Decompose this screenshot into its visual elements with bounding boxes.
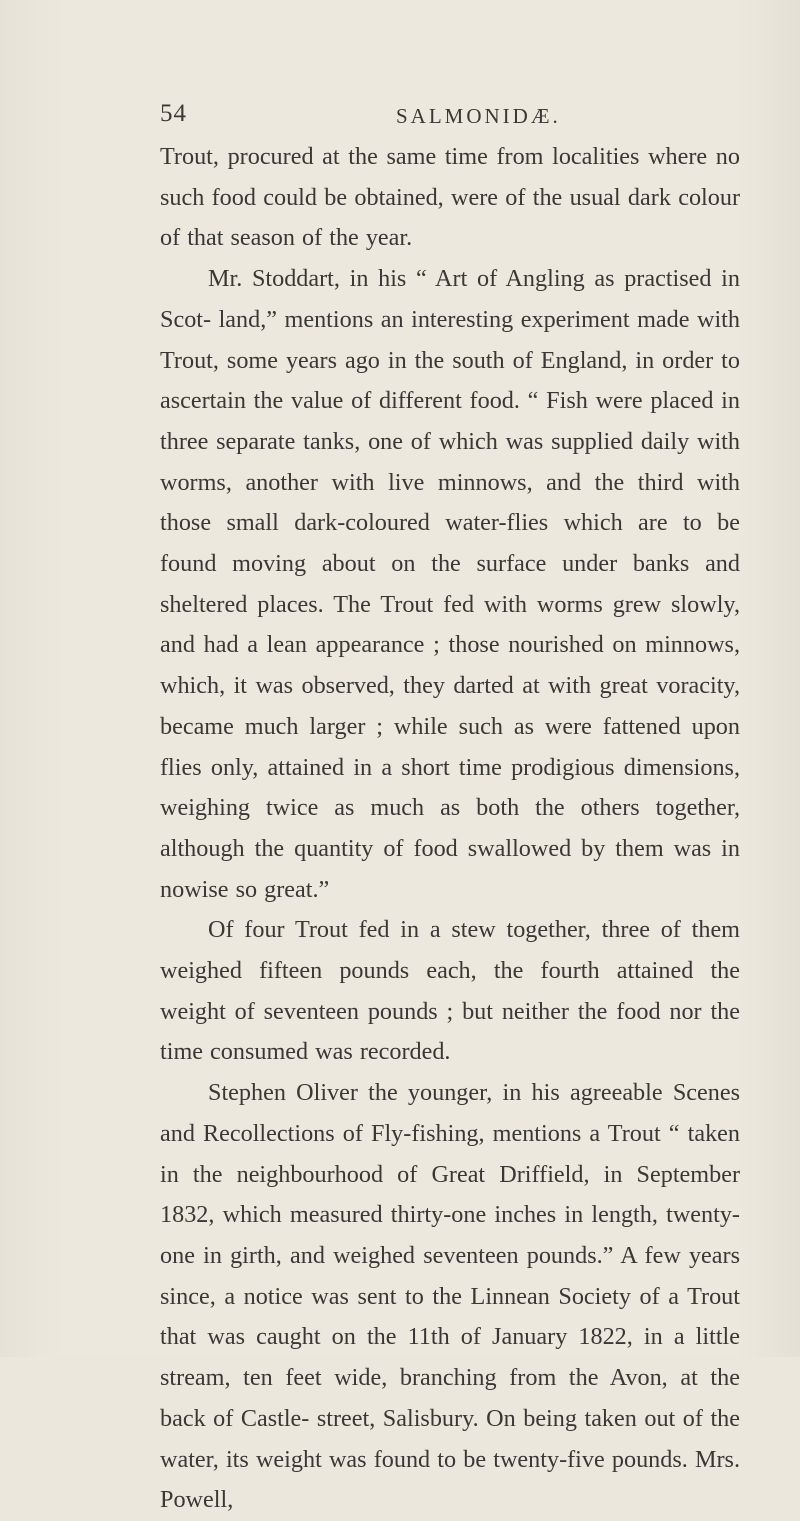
body-text	[160, 137, 740, 1521]
paragraph-stoddart: Mr. Stoddart, in his “ Art of Angling as practised in Scot- land,” mentions an interesting experiment made with Trout, some years ago in the south of England, in order to ascertain the value of different food. “ Fish were placed in three separate tanks, one of which was supplied daily with worms, another with live minnows, and the third with those small dark-coloured water-flies which are to be found moving about on the surface under banks and sheltered places. The Trout fed with worms grew slowly, and had a lean appearance ; those nourished on minnows, which, it was observed, they darted at with great voracity, became much larger ; while such as were fattened upon flies only, attained in a short time prodigious dimensions, weighing twice as much as both the others together, although the quantity of food swallowed by them was in nowise so great.”	[160, 265, 740, 903]
paragraph-continuation: Trout, procured at the same time from localities where no such food could be obtained, were of the usual dark colour of that season of the year.	[160, 143, 740, 252]
running-title: SALMONIDÆ.	[396, 104, 561, 128]
running-head	[160, 100, 735, 134]
page-number: 54	[160, 100, 187, 127]
paragraph-oliver: Stephen Oliver the younger, in his agreeable Scenes and Recollections of Fly-fishing, mentions a Trout “ taken in the neighbourhood of Great Driffield, in September 1832, which measured thirty-one inches in length, twenty-one in girth, and weighed seventeen pounds.” A few years since, a notice was sent to the Linnean Society of a Trout that was caught on the 11th of January 1822, in a little stream, ten feet wide, branching from the Avon, at the back of Castle- street, Salisbury. On being taken out of the water, its weight was found to be twenty-five pounds. Mrs. Powell,	[160, 1079, 740, 1514]
paragraph-four-trout: Of four Trout fed in a stew together, three of them weighed fifteen pounds each, the fourth attained the weight of seventeen pounds ; but neither the food nor the time consumed was recorded.	[160, 916, 740, 1066]
